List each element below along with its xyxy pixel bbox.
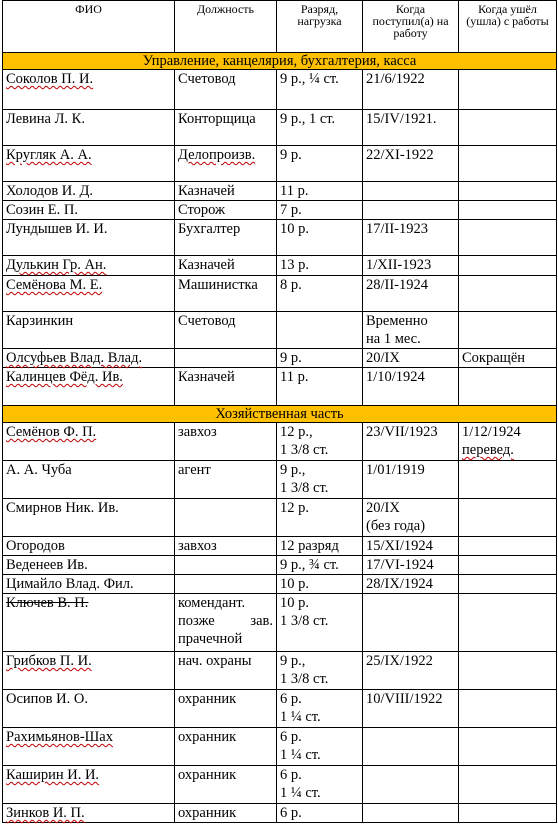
cell-name	[3, 575, 175, 594]
cell-hired	[363, 201, 459, 220]
cell-line: 21/6/1922	[366, 71, 425, 87]
cell-position	[175, 652, 277, 690]
header-position: Должность	[175, 1, 277, 53]
employee-name: Созин Е. П.	[6, 202, 78, 218]
cell-hired	[363, 256, 459, 276]
cell-position	[175, 276, 277, 312]
header-rank: Разряд, нагрузка	[277, 1, 363, 53]
cell-rank	[277, 499, 363, 537]
cell-position	[175, 368, 277, 406]
cell-position	[175, 70, 277, 110]
cell-position	[175, 423, 277, 461]
cell-line: 1/12/1924	[462, 424, 521, 440]
header-name: ФИО	[3, 1, 175, 53]
cell-line: 6 р.	[280, 729, 302, 745]
cell-left	[459, 537, 557, 556]
cell-position	[175, 349, 277, 368]
table-row	[3, 201, 557, 220]
table-row	[3, 276, 557, 312]
employee-position: охранник	[178, 729, 237, 745]
cell-position	[175, 690, 277, 728]
cell-position	[175, 146, 277, 182]
cell-left	[459, 276, 557, 312]
table-row	[3, 690, 557, 728]
employee-name: Веденеев Ив.	[6, 557, 88, 573]
cell-position	[175, 256, 277, 276]
table-row	[3, 556, 557, 575]
cell-hired	[363, 312, 459, 349]
cell-rank	[277, 276, 363, 312]
cell-line: (без года)	[366, 518, 426, 534]
cell-left	[459, 312, 557, 349]
cell-position	[175, 110, 277, 146]
cell-left	[459, 368, 557, 406]
cell-line: 10 р.	[280, 576, 309, 592]
cell-line: 8 р.	[280, 277, 302, 293]
employee-name: Ключев В. П.	[6, 595, 89, 611]
cell-hired	[363, 182, 459, 201]
cell-left	[459, 146, 557, 182]
employee-name: Соколов П. И.	[6, 71, 94, 87]
cell-name	[3, 220, 175, 256]
cell-name	[3, 368, 175, 406]
cell-left	[459, 652, 557, 690]
cell-hired	[363, 499, 459, 537]
table-row	[3, 146, 557, 182]
cell-line: 6 р.	[280, 805, 302, 821]
employee-name: Левина Л. К.	[6, 111, 85, 127]
cell-line: перевед.	[462, 442, 514, 458]
cell-left	[459, 423, 557, 461]
cell-line: 1 ¼ ст.	[280, 785, 321, 801]
cell-line: 9 р., ¾ ст.	[280, 557, 339, 573]
cell-hired	[363, 804, 459, 823]
cell-line: 28/II-1924	[366, 277, 429, 293]
cell-hired	[363, 766, 459, 804]
cell-left	[459, 220, 557, 256]
employee-name: Каширин И. И.	[6, 767, 100, 783]
cell-position	[175, 182, 277, 201]
cell-hired	[363, 461, 459, 499]
cell-line: 9 р.	[280, 147, 302, 163]
cell-left	[459, 110, 557, 146]
cell-position	[175, 804, 277, 823]
section-title: Хозяйственная часть	[3, 406, 557, 423]
cell-line: 22/XI-1922	[366, 147, 434, 163]
cell-line: 9 р., 1 ст.	[280, 111, 336, 127]
cell-line: 1/01/1919	[366, 462, 425, 478]
table-row	[3, 423, 557, 461]
cell-line: 1 ¼ ст.	[280, 709, 321, 725]
cell-name	[3, 652, 175, 690]
table-row	[3, 575, 557, 594]
cell-hired	[363, 537, 459, 556]
cell-name	[3, 182, 175, 201]
cell-line: 6 р.	[280, 767, 302, 783]
cell-rank	[277, 423, 363, 461]
table-row	[3, 766, 557, 804]
cell-line: 20/IX	[366, 350, 400, 366]
cell-position	[175, 766, 277, 804]
cell-name	[3, 423, 175, 461]
cell-name	[3, 594, 175, 652]
cell-hired	[363, 349, 459, 368]
employee-name: Рахимьянов-Шах	[6, 729, 113, 745]
cell-line: 25/IX/1922	[366, 653, 433, 669]
cell-hired	[363, 652, 459, 690]
employee-name: Зинков И. П.	[6, 805, 85, 821]
cell-hired	[363, 146, 459, 182]
employee-name: Огородов	[6, 538, 65, 554]
cell-name	[3, 146, 175, 182]
cell-rank	[277, 70, 363, 110]
cell-line: 9 р., ¼ ст.	[280, 71, 339, 87]
cell-rank	[277, 728, 363, 766]
cell-line: 1 3/8 ст.	[280, 480, 329, 496]
cell-left	[459, 575, 557, 594]
cell-rank	[277, 182, 363, 201]
cell-name	[3, 537, 175, 556]
cell-rank	[277, 256, 363, 276]
cell-name	[3, 804, 175, 823]
cell-left	[459, 804, 557, 823]
header-left: Когда ушёл (ушла) с работы	[459, 1, 557, 53]
employee-position: охранник	[178, 767, 237, 783]
table-row	[3, 220, 557, 256]
section-title: Управление, канцелярия, бухгалтерия, касса	[3, 53, 557, 70]
cell-rank	[277, 220, 363, 256]
table-row	[3, 312, 557, 349]
cell-line: 15/IV/1921.	[366, 111, 437, 127]
cell-left	[459, 499, 557, 537]
employee-position: нач. охраны	[178, 653, 252, 669]
cell-name	[3, 70, 175, 110]
employee-name: Цимайло Влад. Фил.	[6, 576, 134, 592]
cell-rank	[277, 652, 363, 690]
employee-position: агент	[178, 462, 211, 478]
employee-name: Карзинкин	[6, 313, 74, 329]
cell-hired	[363, 368, 459, 406]
cell-hired	[363, 276, 459, 312]
table-row	[3, 70, 557, 110]
cell-name	[3, 766, 175, 804]
employee-position: Счетовод	[178, 313, 236, 329]
cell-rank	[277, 690, 363, 728]
cell-hired	[363, 423, 459, 461]
cell-line: 1 3/8 ст.	[280, 613, 329, 629]
table-row	[3, 182, 557, 201]
cell-hired	[363, 594, 459, 652]
table-row	[3, 804, 557, 823]
cell-hired	[363, 220, 459, 256]
cell-line: 15/XI/1924	[366, 538, 433, 554]
cell-left	[459, 461, 557, 499]
cell-name	[3, 201, 175, 220]
table-row	[3, 256, 557, 276]
cell-position	[175, 220, 277, 256]
cell-line: 13 р.	[280, 257, 309, 273]
employee-position: завхоз	[178, 538, 217, 554]
cell-line: 1 3/8 ст.	[280, 671, 329, 687]
employee-name: Семёнова М. Е.	[6, 277, 103, 293]
cell-line: 9 р.,	[280, 653, 306, 669]
cell-hired	[363, 575, 459, 594]
cell-line: 11 р.	[280, 369, 309, 385]
section-header-row	[3, 53, 557, 70]
cell-name	[3, 690, 175, 728]
cell-rank	[277, 804, 363, 823]
cell-name	[3, 312, 175, 349]
cell-position	[175, 312, 277, 349]
employee-name: Калинцев Фёд. Ив.	[6, 369, 123, 385]
cell-hired	[363, 70, 459, 110]
cell-rank	[277, 461, 363, 499]
cell-line: Временно	[366, 313, 428, 329]
employee-position: комендант. позже зав. прачечной	[178, 595, 273, 647]
cell-line: 11 р.	[280, 183, 309, 199]
employee-name: А. А. Чуба	[6, 462, 72, 478]
cell-line: 9 р.,	[280, 462, 306, 478]
employee-position: Казначей	[178, 183, 235, 199]
cell-left	[459, 728, 557, 766]
cell-rank	[277, 368, 363, 406]
cell-position	[175, 499, 277, 537]
cell-line: 1/10/1924	[366, 369, 425, 385]
cell-line: 1 3/8 ст.	[280, 442, 329, 458]
employee-position: Конторщица	[178, 111, 256, 127]
employee-name: Осипов И. О.	[6, 691, 88, 707]
cell-name	[3, 728, 175, 766]
cell-line: Сокращён	[462, 350, 526, 366]
cell-rank	[277, 537, 363, 556]
table-row	[3, 499, 557, 537]
cell-line: 10 р.	[280, 221, 309, 237]
staff-table	[2, 0, 557, 823]
cell-hired	[363, 728, 459, 766]
employee-name: Дулькин Гр. Ан.	[6, 257, 107, 273]
employee-position: Делопроизв.	[178, 147, 256, 163]
cell-left	[459, 256, 557, 276]
cell-rank	[277, 146, 363, 182]
cell-rank	[277, 766, 363, 804]
employee-position: завхоз	[178, 424, 217, 440]
cell-hired	[363, 690, 459, 728]
table-row	[3, 728, 557, 766]
cell-line: 10/VIII/1922	[366, 691, 443, 707]
header-row	[3, 1, 557, 53]
cell-rank	[277, 556, 363, 575]
table-row	[3, 110, 557, 146]
table-row	[3, 594, 557, 652]
employee-position: охранник	[178, 691, 237, 707]
employee-name: Кругляк А. А.	[6, 147, 92, 163]
cell-left	[459, 349, 557, 368]
cell-rank	[277, 594, 363, 652]
table-row	[3, 537, 557, 556]
cell-line: 28/IX/1924	[366, 576, 433, 592]
cell-name	[3, 256, 175, 276]
cell-left	[459, 594, 557, 652]
cell-line: 9 р.	[280, 350, 302, 366]
cell-line: 12 разряд	[280, 538, 339, 554]
cell-line: 7 р.	[280, 202, 302, 218]
employee-name: Холодов И. Д.	[6, 183, 94, 199]
cell-left	[459, 201, 557, 220]
cell-line: 1 ¼ ст.	[280, 747, 321, 763]
cell-position	[175, 728, 277, 766]
cell-position	[175, 575, 277, 594]
cell-line: 6 р.	[280, 691, 302, 707]
employee-position: Казначей	[178, 369, 235, 385]
employee-name: Олсуфьев Влад. Влад.	[6, 350, 143, 366]
employee-position: Машинистка	[178, 277, 258, 293]
cell-line: 1/XII-1923	[366, 257, 432, 273]
cell-left	[459, 70, 557, 110]
employee-name: Грибков П. И.	[6, 653, 92, 669]
header-hired: Когда поступил(а) на работу	[363, 1, 459, 53]
employee-position: охранник	[178, 805, 237, 821]
cell-line: 10 р.	[280, 595, 309, 611]
cell-line: 17/VI-1924	[366, 557, 434, 573]
employee-position: Бухгалтер	[178, 221, 241, 237]
cell-rank	[277, 349, 363, 368]
table-row	[3, 349, 557, 368]
cell-position	[175, 201, 277, 220]
cell-position	[175, 461, 277, 499]
cell-name	[3, 499, 175, 537]
cell-name	[3, 349, 175, 368]
table-row	[3, 461, 557, 499]
employee-position: Казначей	[178, 257, 235, 273]
cell-rank	[277, 110, 363, 146]
cell-left	[459, 690, 557, 728]
table-row	[3, 368, 557, 406]
cell-left	[459, 556, 557, 575]
cell-line: 12 р.,	[280, 424, 313, 440]
cell-hired	[363, 110, 459, 146]
cell-left	[459, 766, 557, 804]
employee-position: Счетовод	[178, 71, 236, 87]
cell-name	[3, 276, 175, 312]
cell-position	[175, 537, 277, 556]
cell-rank	[277, 312, 363, 349]
cell-name	[3, 461, 175, 499]
cell-position	[175, 556, 277, 575]
cell-left	[459, 182, 557, 201]
employee-name: Лундышев И. И.	[6, 221, 108, 237]
employee-name: Смирнов Ник. Ив.	[6, 500, 119, 516]
cell-line: 17/II-1923	[366, 221, 429, 237]
cell-name	[3, 556, 175, 575]
cell-rank	[277, 575, 363, 594]
employee-name: Семёнов Ф. П.	[6, 424, 97, 440]
cell-line: 20/IX	[366, 500, 400, 516]
cell-rank	[277, 201, 363, 220]
cell-line: 23/VII/1923	[366, 424, 438, 440]
table-row	[3, 652, 557, 690]
section-header-row	[3, 406, 557, 423]
cell-hired	[363, 556, 459, 575]
table-body	[3, 53, 557, 823]
cell-line: на 1 мес.	[366, 331, 421, 347]
cell-name	[3, 110, 175, 146]
cell-position	[175, 594, 277, 652]
employee-position: Сторож	[178, 202, 226, 218]
cell-line: 12 р.	[280, 500, 309, 516]
